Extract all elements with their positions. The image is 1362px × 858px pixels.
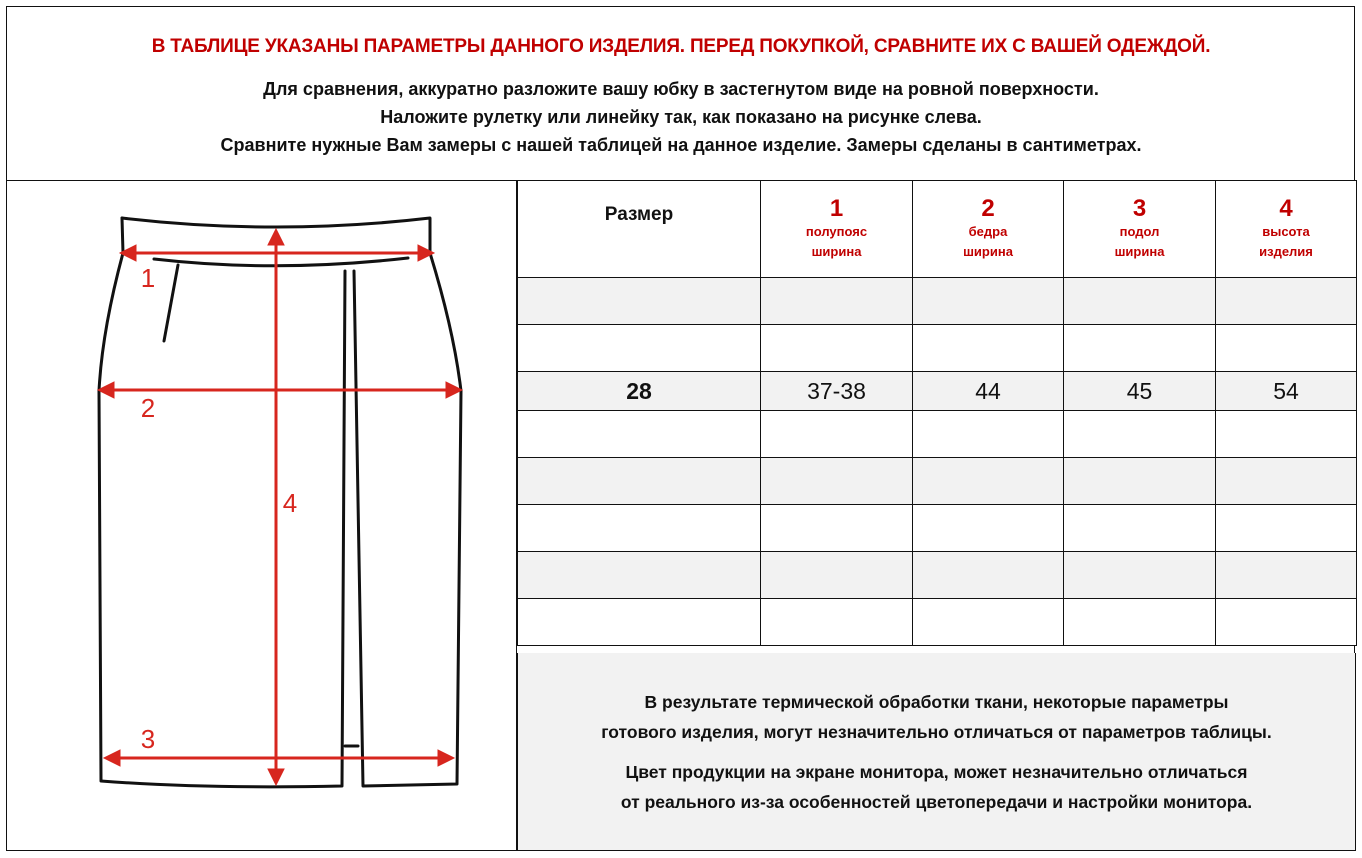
measurement-cell: 54 — [1216, 372, 1357, 411]
instruction-line: Для сравнения, аккуратно разложите вашу юбку в застегнутом виде на ровной поверхности. — [263, 79, 1099, 99]
measurement-cell: 37-38 — [761, 372, 913, 411]
note-line: Цвет продукции на экране монитора, может незначительно отличаться — [625, 762, 1248, 782]
size-table — [517, 180, 1357, 646]
table-row — [518, 325, 1357, 372]
page-title: В ТАБЛИЦЕ УКАЗАНЫ ПАРАМЕТРЫ ДАННОГО ИЗДЕЛИЯ. ПЕРЕД ПОКУПКОЙ, СРАВНИТЕ ИХ С ВАШЕЙ ОДЕЖДОЙ. — [151, 36, 1211, 57]
arrow-3-head-left — [104, 750, 120, 766]
measurement-cell — [761, 411, 913, 458]
measurement-cell — [913, 458, 1064, 505]
table-row — [518, 599, 1357, 646]
table-row — [518, 552, 1357, 599]
skirt-outline — [99, 218, 461, 787]
header-col-number: 4 — [1279, 195, 1293, 222]
note-paragraph-1 — [518, 687, 1355, 747]
measurement-cell — [913, 505, 1064, 552]
measurement-cell — [761, 505, 913, 552]
measurement-cell — [1064, 599, 1216, 646]
measurement-cell — [1064, 278, 1216, 325]
label-4: 4 — [282, 488, 298, 518]
measurement-cell — [761, 325, 913, 372]
header-col-label: высота — [1262, 224, 1310, 239]
measurement-cell — [1216, 599, 1357, 646]
label-2: 2 — [140, 393, 156, 423]
measurement-cell — [1064, 552, 1216, 599]
size-cell — [518, 458, 761, 505]
note-line: готового изделия, могут незначительно отличаться от параметров таблицы. — [601, 722, 1272, 742]
measurement-cell — [1216, 411, 1357, 458]
header-col-label: полупояс — [805, 224, 868, 239]
skirt-diagram-panel — [6, 181, 517, 851]
header-col-1 — [761, 181, 913, 278]
header-col-4 — [1216, 181, 1357, 278]
header-col-2 — [913, 181, 1064, 278]
measurement-cell — [913, 552, 1064, 599]
table-row — [518, 278, 1357, 325]
arrow-4-head-top — [268, 229, 284, 245]
header-col-label: ширина — [811, 244, 862, 259]
header-col-number: 2 — [981, 195, 995, 222]
size-cell — [518, 599, 761, 646]
measurement-cell — [1216, 505, 1357, 552]
measurement-cell — [1064, 325, 1216, 372]
measurement-cell — [761, 599, 913, 646]
skirt-diagram — [6, 181, 516, 849]
measurement-cell — [1064, 458, 1216, 505]
measurement-cell — [913, 325, 1064, 372]
arrow-3-head-right — [438, 750, 454, 766]
table-row — [518, 458, 1357, 505]
table-row — [518, 372, 1357, 411]
header-size — [518, 181, 761, 278]
measurement-cell — [1064, 505, 1216, 552]
header-size-label: Размер — [604, 204, 674, 225]
instruction-line: Сравните нужные Вам замеры с нашей таблицей на данное изделие. Замеры сделаны в сантиметрах. — [220, 135, 1142, 155]
measurement-cell — [1216, 278, 1357, 325]
label-3: 3 — [140, 724, 156, 754]
arrow-4-head-bottom — [268, 769, 284, 785]
measurement-cell: 45 — [1064, 372, 1216, 411]
header-col-label: ширина — [963, 244, 1013, 259]
header-col-number: 3 — [1132, 195, 1147, 222]
measurement-cell — [913, 278, 1064, 325]
table-header-row — [518, 181, 1357, 278]
note-line: от реального из-за особенностей цветопередачи и настройки монитора. — [620, 792, 1253, 812]
size-cell — [518, 278, 761, 325]
header-col-number: 1 — [829, 195, 844, 222]
size-cell — [518, 411, 761, 458]
header-col-label: бедра — [968, 224, 1008, 239]
measurement-cell — [761, 278, 913, 325]
disclaimer-notes — [517, 653, 1356, 851]
header-col-label: изделия — [1259, 244, 1313, 259]
measurement-arrows — [98, 229, 462, 785]
size-cell — [518, 552, 761, 599]
size-cell — [518, 325, 761, 372]
measurement-cell — [1216, 325, 1357, 372]
header-section — [6, 6, 1356, 181]
header-col-3 — [1064, 181, 1216, 278]
instruction-line: Наложите рулетку или линейку так, как показано на рисунке слева. — [380, 107, 982, 127]
note-paragraph-2 — [518, 757, 1355, 817]
measurement-cell — [1064, 411, 1216, 458]
measurement-cell — [913, 411, 1064, 458]
measurement-cell — [1216, 552, 1357, 599]
table-row — [518, 505, 1357, 552]
note-line: В результате термической обработки ткани, некоторые параметры — [644, 692, 1229, 712]
header-col-label: ширина — [1114, 244, 1165, 259]
measurement-cell: 44 — [913, 372, 1064, 411]
size-cell — [518, 505, 761, 552]
header-col-label: подол — [1119, 224, 1160, 239]
size-cell: 28 — [518, 372, 761, 411]
measurement-cell — [761, 458, 913, 505]
measurement-cell — [913, 599, 1064, 646]
label-1: 1 — [140, 263, 156, 293]
table-row — [518, 411, 1357, 458]
measurement-cell — [761, 552, 913, 599]
measurement-cell — [1216, 458, 1357, 505]
